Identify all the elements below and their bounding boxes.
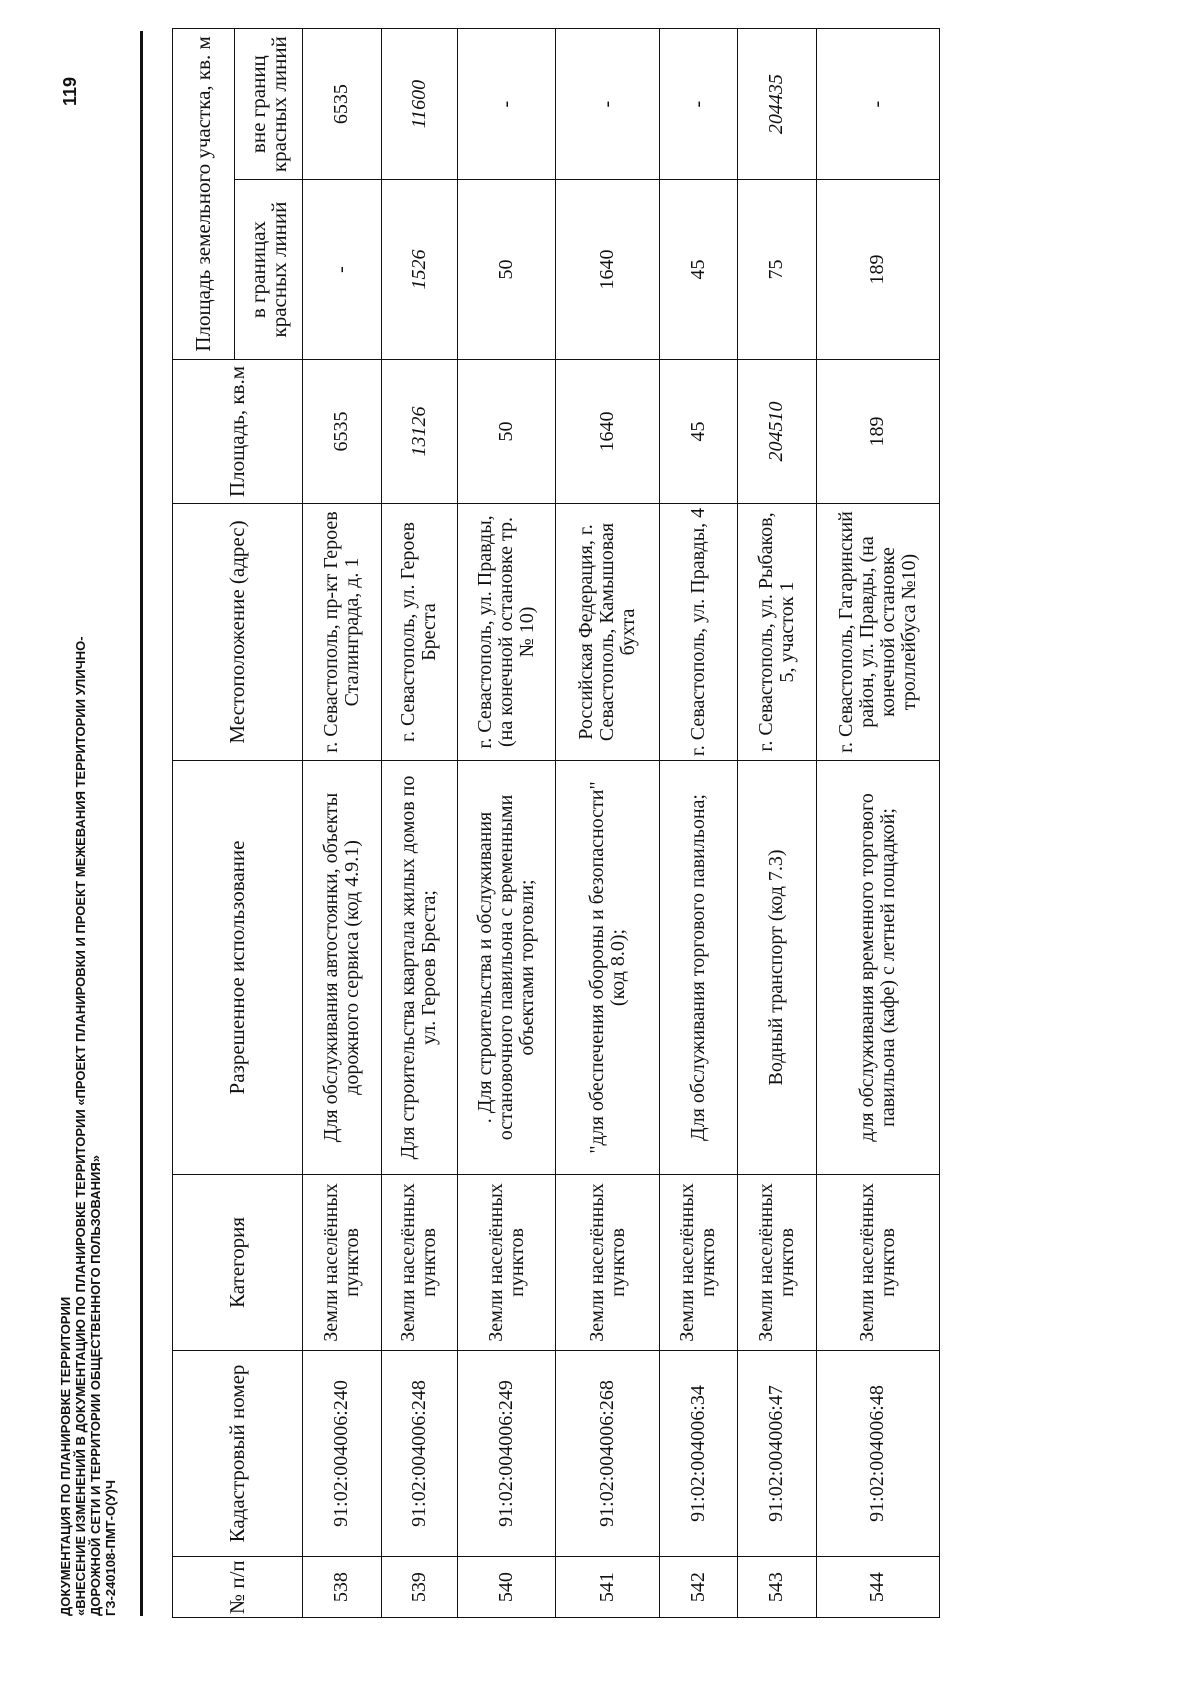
table-row [381, 29, 457, 1618]
header-plot-area: Площадь земельного участка, кв. м [173, 29, 235, 360]
header-area: Площадь, кв.м [173, 359, 303, 503]
header-cadastral: Кадастровый номер [173, 1350, 303, 1557]
cell-cadastral: 91:02:004006:249 [457, 1350, 556, 1557]
header-outside: вне границ красных линий [235, 29, 303, 180]
cell-outside: - [556, 29, 659, 180]
cell-location: г. Севастополь, ул. Героев Бреста [381, 504, 457, 761]
document-header [58, 636, 118, 1616]
cell-num: 538 [303, 1557, 382, 1618]
header-within: в границах красных линий [235, 180, 303, 360]
table-row [659, 29, 738, 1618]
cell-area: 45 [659, 359, 738, 503]
cell-cadastral: 91:02:004006:34 [659, 1350, 738, 1557]
page-number: 119 [60, 76, 80, 106]
cell-num: 540 [457, 1557, 556, 1618]
cell-location: г. Севастополь, пр-кт Героев Сталинграда, д. 1 [303, 504, 382, 761]
cell-area: 6535 [303, 359, 382, 503]
cell-num: 542 [659, 1557, 738, 1618]
cell-cadastral: 91:02:004006:48 [816, 1350, 939, 1557]
cell-outside: 11600 [381, 29, 457, 180]
cell-use: Для обслуживания автостоянки, объекты дорожного сервиса (код 4.9.1) [303, 760, 382, 1174]
cell-outside: - [659, 29, 738, 180]
header-rule [140, 31, 143, 1616]
cell-outside: - [457, 29, 556, 180]
cell-category: Земли населённых пунктов [738, 1175, 817, 1351]
cell-within: 50 [457, 180, 556, 360]
cell-area: 50 [457, 359, 556, 503]
cell-outside: 204435 [738, 29, 817, 180]
cell-num: 544 [816, 1557, 939, 1618]
table-row [816, 29, 939, 1618]
header-line: ДОКУМЕНТАЦИЯ ПО ПЛАНИРОВКЕ ТЕРРИТОРИИ [58, 1296, 73, 1616]
table-row [457, 29, 556, 1618]
cell-location: г. Севастополь, ул. Правды, 4 [659, 504, 738, 761]
cell-location: г. Севастополь, ул. Рыбаков, 5, участок 1 [738, 504, 817, 761]
header-category: Категория [173, 1175, 303, 1351]
table-row [738, 29, 817, 1618]
cell-location: г. Севастополь, Гагаринский район, ул. Правды, (на конечной остановке троллейбуса №10) [816, 504, 939, 761]
cell-area: 13126 [381, 359, 457, 503]
header-line: ГЗ-240108-ПМТ-О(У)Ч [103, 1480, 118, 1616]
land-plots-table [172, 28, 940, 1618]
cell-cadastral: 91:02:004006:47 [738, 1350, 817, 1557]
cell-use: "для обеспечения обороны и безопасности" (код 8.0); [556, 760, 659, 1174]
cell-category: Земли населённых пунктов [659, 1175, 738, 1351]
cell-area: 189 [816, 359, 939, 503]
cell-cadastral: 91:02:004006:268 [556, 1350, 659, 1557]
table-row [303, 29, 382, 1618]
cell-within: 1640 [556, 180, 659, 360]
cell-location: Российская Федерация, г. Севастополь, Камышовая бухта [556, 504, 659, 761]
cell-outside: 6535 [303, 29, 382, 180]
table-row [556, 29, 659, 1618]
header-line: «ВНЕСЕНИЕ ИЗМЕНЕНИЙ В ДОКУМЕНТАЦИЮ ПО ПЛАНИРОВКЕ ТЕРРИТОРИИ «ПРОЕКТ ПЛАНИРОВКИ И ПРОЕКТ МЕЖЕВАНИЯ ТЕРРИТОРИИ УЛИЧНО- [73, 636, 88, 1616]
cell-use: Для строительства квартала жилых домов по ул. Героев Бреста; [381, 760, 457, 1174]
cell-use: Водный транспорт (код 7.3) [738, 760, 817, 1174]
header-location: Местоположение (адрес) [173, 504, 303, 761]
cell-area: 1640 [556, 359, 659, 503]
cell-num: 543 [738, 1557, 817, 1618]
cell-within: 189 [816, 180, 939, 360]
cell-outside: - [816, 29, 939, 180]
cell-use: для обслуживания временного торгового павильона (кафе) с летней пощадкой; [816, 760, 939, 1174]
header-permitted-use: Разрешенное использование [173, 760, 303, 1174]
cell-cadastral: 91:02:004006:240 [303, 1350, 382, 1557]
cell-location: г. Севастополь, ул. Правды, (на конечной остановке тр. № 10) [457, 504, 556, 761]
cell-category: Земли населённых пунктов [381, 1175, 457, 1351]
cell-category: Земли населённых пунктов [303, 1175, 382, 1351]
cell-category: Земли населённых пунктов [816, 1175, 939, 1351]
cell-within: - [303, 180, 382, 360]
cell-category: Земли населённых пунктов [457, 1175, 556, 1351]
cell-within: 75 [738, 180, 817, 360]
header-line: ДОРОЖНОЙ СЕТИ И ТЕРРИТОРИИ ОБЩЕСТВЕННОГО ПОЛЬЗОВАНИЯ» [88, 1155, 103, 1616]
cell-num: 539 [381, 1557, 457, 1618]
cell-category: Земли населённых пунктов [556, 1175, 659, 1351]
cell-use: Для обслуживания торгового павильона; [659, 760, 738, 1174]
cell-within: 45 [659, 180, 738, 360]
cell-use: . Для строительства и обслуживания остановочного павильона с временными объектами торговли; [457, 760, 556, 1174]
cell-within: 1526 [381, 180, 457, 360]
cell-area: 204510 [738, 359, 817, 503]
cell-num: 541 [556, 1557, 659, 1618]
header-num: № п/п [173, 1557, 303, 1618]
cell-cadastral: 91:02:004006:248 [381, 1350, 457, 1557]
